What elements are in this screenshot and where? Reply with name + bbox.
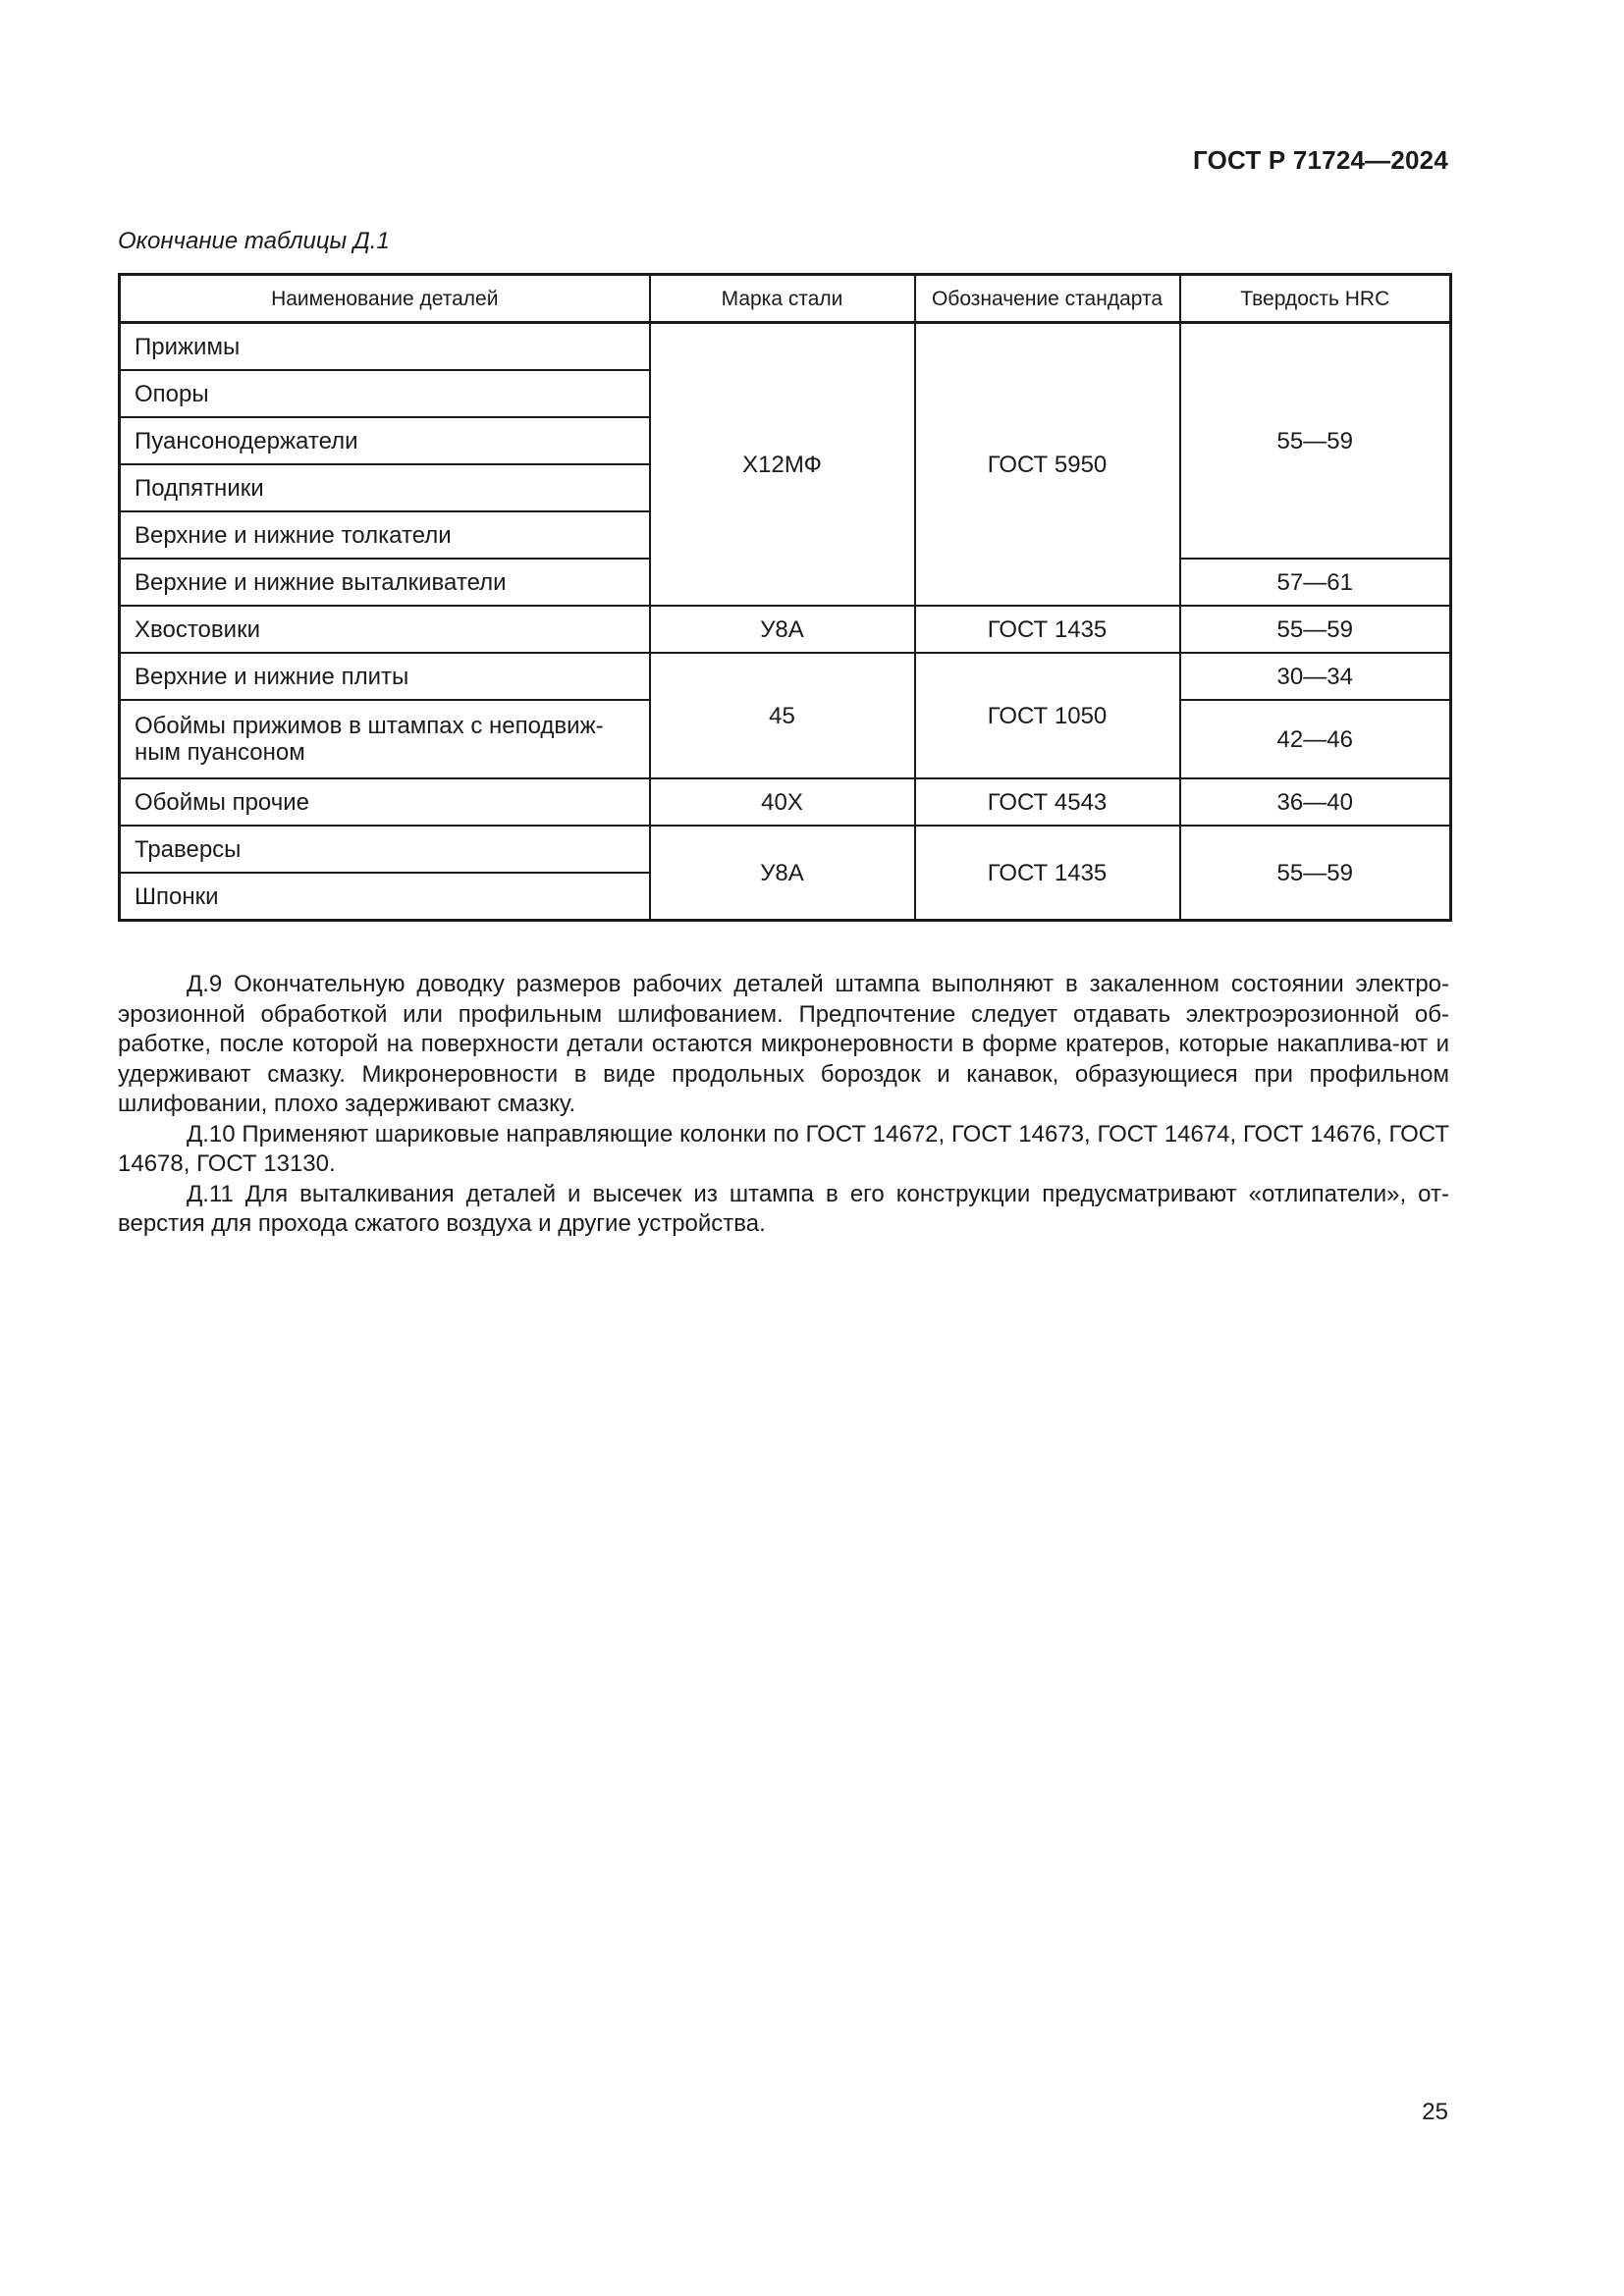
part-name-cell: Верхние и нижние плиты	[120, 653, 650, 700]
table-row	[120, 653, 1451, 700]
hardness-cell: 55—59	[1180, 323, 1451, 560]
paragraph-d11: Д.11 Для выталкивания деталей и высечек из штампа в его конструкции предусматривают «отлипатели», от-верстия для прохода сжатого воздуха и другие устройства.	[118, 1180, 1449, 1237]
table-row	[120, 606, 1451, 653]
standard-cell: ГОСТ 5950	[915, 323, 1180, 607]
part-name-cell: Пуансонодержатели	[120, 417, 650, 464]
table-row	[120, 323, 1451, 371]
hardness-cell: 57—61	[1180, 559, 1451, 606]
hardness-cell: 55—59	[1180, 606, 1451, 653]
standard-cell: ГОСТ 4543	[915, 778, 1180, 826]
document-code: ГОСТ Р 71724—2024	[1193, 145, 1448, 175]
steel-parts-table	[118, 273, 1452, 922]
paragraph-d10: Д.10 Применяют шариковые направляющие колонки по ГОСТ 14672, ГОСТ 14673, ГОСТ 14674, ГОСТ 14676, ГОСТ 14678, ГОСТ 13130.	[118, 1120, 1449, 1177]
hardness-cell: 36—40	[1180, 778, 1451, 826]
part-name-cell: Подпятники	[120, 464, 650, 511]
part-name-cell: Траверсы	[120, 826, 650, 873]
header-part-name: Наименование деталей	[120, 275, 650, 323]
header-standard: Обозначение стандарта	[915, 275, 1180, 323]
part-name-cell: Прижимы	[120, 323, 650, 371]
part-name-cell: Обоймы прочие	[120, 778, 650, 826]
header-steel-grade: Марка стали	[650, 275, 915, 323]
part-name-cell	[120, 700, 650, 778]
hardness-cell: 55—59	[1180, 826, 1451, 921]
part-name-cell: Хвостовики	[120, 606, 650, 653]
table-row	[120, 826, 1451, 873]
hardness-cell: 30—34	[1180, 653, 1451, 700]
steel-grade-cell: 45	[650, 653, 915, 778]
header-hardness: Твердость HRC	[1180, 275, 1451, 323]
part-name-cell: Верхние и нижние выталкиватели	[120, 559, 650, 606]
part-name-text: Обоймы прижимов в штампах с неподвиж-ным пуансоном	[135, 713, 604, 766]
part-name-cell: Верхние и нижние толкатели	[120, 511, 650, 559]
page-number: 25	[1422, 2099, 1448, 2125]
part-name-cell: Шпонки	[120, 873, 650, 921]
standard-cell: ГОСТ 1435	[915, 606, 1180, 653]
steel-grade-cell: Х12МФ	[650, 323, 915, 607]
table-header-row	[120, 275, 1451, 323]
steel-grade-cell: 40Х	[650, 778, 915, 826]
table-row	[120, 778, 1451, 826]
standard-cell: ГОСТ 1050	[915, 653, 1180, 778]
steel-grade-cell: У8А	[650, 606, 915, 653]
table-caption: Окончание таблицы Д.1	[118, 228, 390, 254]
hardness-cell: 42—46	[1180, 700, 1451, 778]
body-text	[118, 970, 1449, 1240]
steel-grade-cell: У8А	[650, 826, 915, 921]
part-name-cell: Опоры	[120, 370, 650, 417]
paragraph-d9: Д.9 Окончательную доводку размеров рабочих деталей штампа выполняют в закаленном состоянии электро-эрозионной обработкой или профильным шлифованием. Предпочтение следует отдавать электроэрозионной об-работке, после которой на поверхности детали остаются микронеровности в форме кратеров, которые накаплива-ют и удерживают смазку. Микронеровности в виде продольных бороздок и канавок, образующиеся при профильном шлифовании, плохо задерживают смазку.	[118, 971, 1449, 1117]
standard-cell: ГОСТ 1435	[915, 826, 1180, 921]
